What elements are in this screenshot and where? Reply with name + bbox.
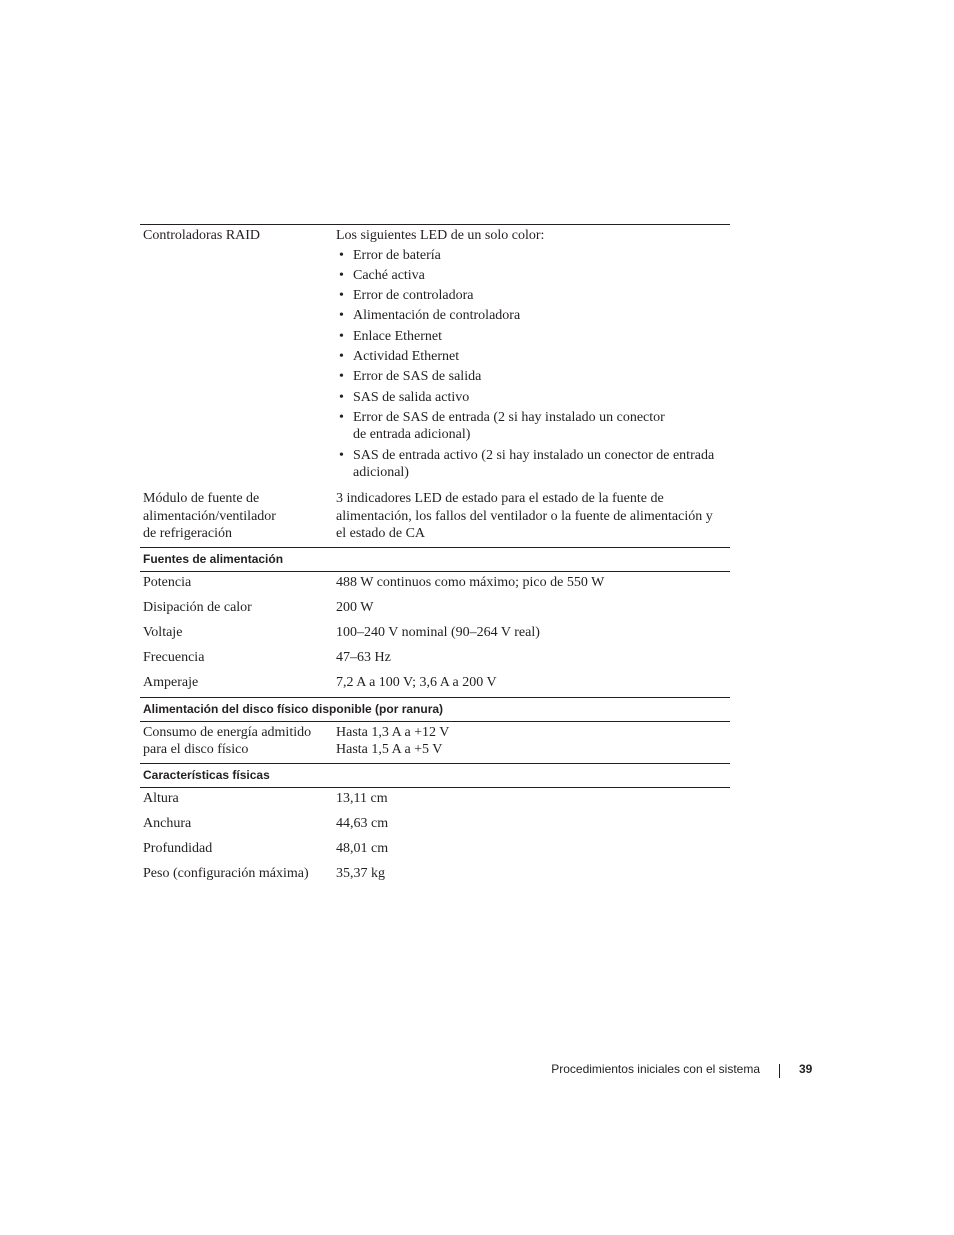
row-value: 44,63 cm — [336, 815, 389, 831]
page-number: 39 — [799, 1062, 813, 1076]
row-value: 488 W continuos como máximo; pico de 550 W — [336, 574, 605, 590]
section-heading-power-supplies: Fuentes de alimentación — [140, 547, 730, 572]
list-item: • Actividad Ethernet — [336, 348, 730, 366]
row-label: Frecuencia — [143, 649, 205, 665]
raid-intro: Los siguientes LED de un solo color: — [336, 228, 545, 243]
table-row — [140, 672, 730, 697]
table-row — [140, 597, 730, 622]
raid-value — [336, 227, 730, 484]
list-item: • SAS de salida activo — [336, 389, 730, 407]
row-label: Altura — [143, 790, 179, 806]
spec-table — [140, 224, 730, 888]
table-row — [140, 647, 730, 672]
section-heading-disk-power: Alimentación del disco físico disponible (por ranura) — [140, 697, 730, 722]
row-value: 100–240 V nominal (90–264 V real) — [336, 624, 540, 640]
row-label: Amperaje — [143, 674, 199, 690]
row-label: Peso (configuración máxima) — [143, 865, 309, 881]
footer-divider — [779, 1064, 780, 1078]
table-row — [140, 838, 730, 863]
value-line: Hasta 1,5 A a +5 V — [336, 742, 443, 758]
list-item: • Error de controladora — [336, 287, 730, 305]
label-line: para el disco físico — [143, 742, 249, 758]
list-item: • Enlace Ethernet — [336, 328, 730, 346]
raid-row — [140, 225, 730, 488]
label-line: Módulo de fuente de — [143, 491, 260, 507]
row-label: Disipación de calor — [143, 599, 252, 615]
raid-led-list — [336, 247, 730, 482]
value-line: Hasta 1,3 A a +12 V — [336, 724, 450, 740]
row-value: 48,01 cm — [336, 840, 389, 856]
list-item: • Caché activa — [336, 267, 730, 285]
list-item: • SAS de entrada activo (2 si hay instalado un conector de entrada adicional) — [336, 447, 730, 482]
row-value: 7,2 A a 100 V; 3,6 A a 200 V — [336, 674, 497, 690]
row-value: 47–63 Hz — [336, 649, 391, 665]
table-row — [140, 788, 730, 813]
list-item: • Error de SAS de salida — [336, 368, 730, 386]
list-item: • Error de SAS de entrada (2 si hay instalado un conector de entrada adicional) — [336, 409, 730, 444]
disk-power-value — [336, 724, 730, 759]
psu-module-row — [140, 488, 730, 547]
row-label: Anchura — [143, 815, 192, 831]
section-heading-physical: Características físicas — [140, 763, 730, 788]
list-item: • Error de batería — [336, 247, 730, 265]
table-row — [140, 863, 730, 888]
disk-power-label — [140, 724, 336, 759]
row-value: 13,11 cm — [336, 790, 388, 806]
row-label: Voltaje — [143, 624, 183, 640]
label-line: Consumo de energía admitido — [143, 724, 312, 740]
table-row — [140, 572, 730, 597]
psu-module-value: 3 indicadores LED de estado para el estado de la fuente de alimentación, los fallos del ventilador o la fuente de alimentación y el estado de CA — [336, 491, 713, 542]
footer-title: Procedimientos iniciales con el sistema — [551, 1062, 760, 1076]
label-line: de refrigeración — [143, 526, 232, 542]
row-label: Potencia — [143, 574, 192, 590]
row-label: Profundidad — [143, 840, 213, 856]
page-footer — [0, 1062, 954, 1080]
raid-label: Controladoras RAID — [143, 228, 261, 243]
table-row — [140, 622, 730, 647]
row-value: 200 W — [336, 599, 374, 615]
label-line: alimentación/ventilador — [143, 508, 276, 524]
list-item: • Alimentación de controladora — [336, 307, 730, 325]
table-row — [140, 813, 730, 838]
row-value: 35,37 kg — [336, 865, 385, 881]
psu-module-label — [140, 490, 336, 543]
disk-power-row — [140, 722, 730, 763]
